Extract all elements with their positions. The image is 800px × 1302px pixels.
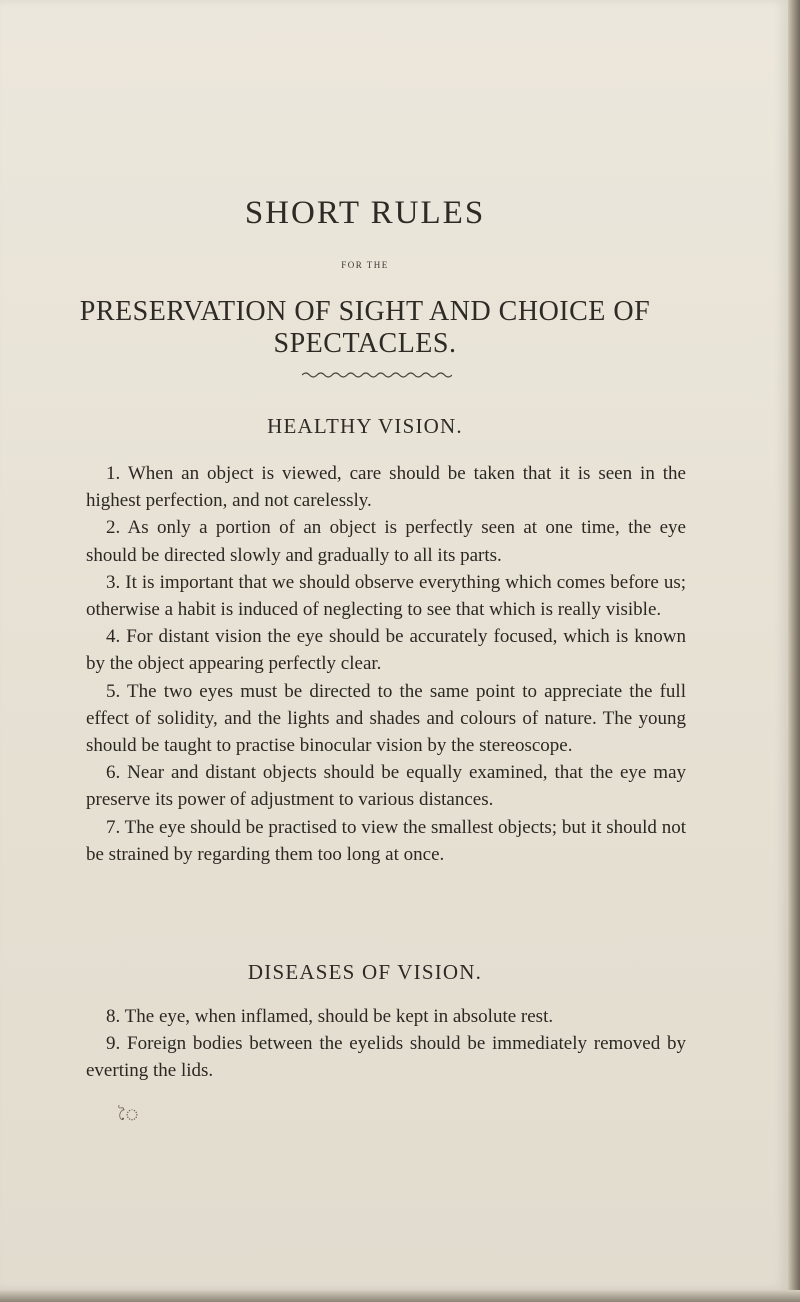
rule-paragraph: 8. The eye, when inflamed, should be kept in absolute rest. (106, 1006, 554, 1027)
rule-paragraph: 9. Foreign bodies between the eyelids should be immediately removed by everting the lids. (86, 1033, 686, 1082)
page-bottom-edge (0, 1290, 800, 1302)
rule-paragraph: 1. When an object is viewed, care should be taken that it is seen in the highest perfection, and not carelessly. (86, 463, 686, 512)
document-title: SHORT RULES (244, 195, 486, 231)
section-heading-diseases-of-vision: DISEASES OF VISION. (247, 960, 483, 984)
section-body-diseases-of-vision (86, 1003, 686, 1085)
rule-paragraph: 6. Near and distant objects should be equally examined, that the eye may preserve its power of adjustment to various distances. (86, 762, 686, 811)
rule-paragraph: 2. As only a portion of an object is perfectly seen at one time, the eye should be directed slowly and gradually to all its parts. (86, 517, 686, 566)
section-body-healthy-vision (86, 460, 686, 868)
wavy-divider-ornament (302, 370, 452, 380)
document-subtitle: PRESERVATION OF SIGHT AND CHOICE OF SPECTACLES. (79, 296, 651, 359)
rule-paragraph: 3. It is important that we should observe everything which comes before us; otherwise a habit is induced of neglecting to see that which is really visible. (86, 571, 686, 621)
rule-paragraph: 5. The two eyes must be directed to the same point to appreciate the full effect of solidity, and the lights and shades and colours of nature. The young should be taught to practise binocular vision by the stereoscope. (86, 680, 686, 757)
rule-paragraph: 7. The eye should be practised to view the smallest objects; but it should not be strained by regarding them too long at once. (86, 816, 686, 865)
section-heading-healthy-vision: HEALTHY VISION. (267, 414, 463, 438)
document-title-connector: FOR THE (341, 260, 389, 270)
page-right-edge (788, 0, 800, 1302)
rule-paragraph: 4. For distant vision the eye should be accurately focused, which is known by the object appearing perfectly clear. (86, 626, 686, 675)
margin-pencil-mark: ৈ (118, 1107, 140, 1124)
